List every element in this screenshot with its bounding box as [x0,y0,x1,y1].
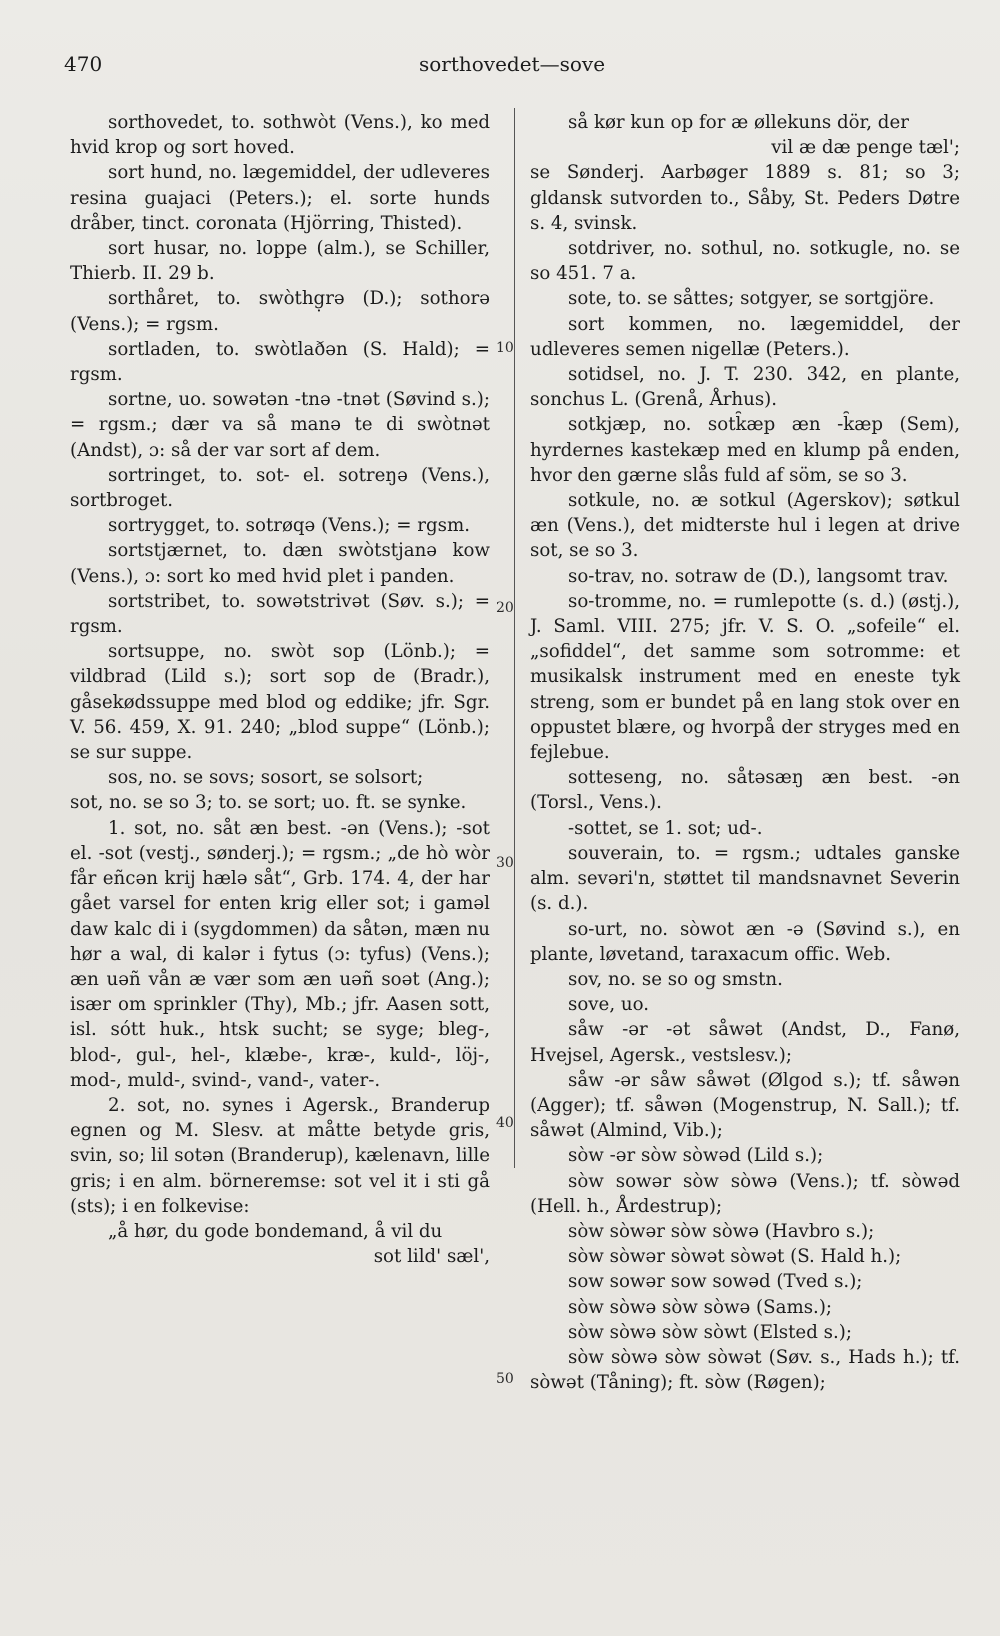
dictionary-entry: sov, no. se so og smstn. [568,968,783,990]
dictionary-entry: sotdriver, no. sothul, no. sotkugle, no. se so 451. 7 a. [530,238,960,285]
line-number: 50 [496,1371,514,1387]
dictionary-entry: sòw sòwər sòw sòwə (Havbro s.); [568,1220,875,1242]
dictionary-entry: såw -ər såw såwət (Ølgod s.); tf. såwən (Agger); tf. såwən (Mogenstrup, N. Sall.); tf. såwət (Almind, Vib.); [530,1069,960,1142]
dictionary-entry: sorthåret, to. swòthg̣rə (D.); sothorə (Vens.); = rgsm. [70,288,490,335]
dictionary-entry: sortrygget, to. sotrøqə (Vens.); = rgsm. [108,515,470,537]
dictionary-entry: sotidsel, no. J. T. 230. 342, en plante, sonchus L. (Grenå, Århus). [530,364,960,411]
line-number: 40 [496,1115,514,1131]
right-column [530,110,960,1395]
dictionary-entry: sòw sowər sòw sòwə (Vens.); tf. sòwəd (Hell. h., Årdestrup); [530,1170,960,1217]
line-number: 20 [496,600,514,616]
dictionary-entry: sortringet, to. sot- el. sotreŋə (Vens.), sortbroget. [70,464,490,512]
dictionary-entry: so-trav, no. sotraw de (D.), langsomt trav. [568,565,949,587]
dictionary-entry: sort hund, no. lægemiddel, der udleveres resina guajaci (Peters.); el. sorte hunds dråber, tinct. coronata (Hjörring, Thisted). [70,162,490,234]
dictionary-entry: sotkjæp, no. sotk̑æp æn -k̑æp (Sem), hyrdernes kastekæp med en klump på enden, hvor den gærne slås fuld af söm, se so 3. [530,414,960,486]
dictionary-entry: sòw -ər sòw sòwəd (Lild s.); [568,1145,824,1167]
dictionary-entry: -sottet, se 1. sot; ud-. [568,817,763,839]
dictionary-entry: sotkule, no. æ sotkul (Agerskov); søtkul æn (Vens.), det midterste hul i legen at drive sot, se so 3. [530,490,960,562]
dictionary-entry: sòw sòwə sòw sòwt (Elsted s.); [568,1321,852,1343]
dictionary-entry: sòw sòwə sòw sòwə (Sams.); [568,1296,833,1318]
dictionary-entry: se Sønderj. Aarbøger 1889 s. 81; so 3; gldansk sutvorden to., Såby, St. Peders Døtre s. 4, svinsk. [530,162,960,234]
dictionary-entry: 2. sot, no. synes i Agersk., Branderup egnen og M. Slesv. at måtte betyde gris, svin, so; lil sotən (Branderup), kælenavn, lille gris; i en alm. börneremse: sot vel it i sti gå (sts); i en folkevise: [70,1094,490,1217]
dictionary-entry: so-tromme, no. = rumlepotte (s. d.) (østj.), J. Saml. VIII. 275; jfr. V. S. O. „sofeile“ el. „sofiddel“, det samme som sotromme: et musikalsk instrument med en eneste tyk streng, som er bundet på en lang stok over en oppustet blære, og hvorpå der stryges med en fejlebue. [530,590,960,764]
column-divider [514,108,515,1168]
page-number: 470 [64,52,103,76]
dictionary-entry: 1. sot, no. såt æn best. -ən (Vens.); -sot el. -sot (vestj., sønderj.); = rgsm.; „de hò wòr får eñcən krij hælə såt“, Grb. 174. 4, der har gået varsel for enten krig eller sot; i gaməl daw kalc di i (sygdommen) da såtən, mæn nu hør a wal, di kalər i fytus (ɔ: tyfus) (Vens.); æn uəñ vån æ vær som æn uəñ soət (Ang.); især om sprinkler (Thy), Mb.; jfr. Aasen sott, isl. sótt huk., htsk sucht; se syge; bleg-, blod-, gul-, hel-, klæbe-, kræ-, kuld-, löj-, mod-, muld-, svind-, vand-, vater-. [70,817,490,1091]
dictionary-entry: sortladen, to. swòtlaðən (S. Hald); = rgsm. [70,338,490,386]
dictionary-entry: så kør kun op for æ øllekuns dör, der [568,112,909,133]
line-number: 10 [496,340,514,356]
dictionary-entry: vil æ dæ penge tæl'; [771,137,960,159]
dictionary-entry: sove, uo. [568,994,650,1016]
dictionary-entry: såw -ər -ət såwət (Andst, D., Fanø, Hvejsel, Agersk., vestslesv.); [530,1019,960,1066]
dictionary-entry: sortne, uo. sowətən -tnə -tnət (Søvind s.); = rgsm.; dær va så manə te di swòtnət (Andst), ɔ: så der var sort af dem. [70,389,490,461]
dictionary-entry: sote, to. se såttes; sotgyer, se sortgjöre. [568,288,935,310]
running-head: sorthovedet—sove [418,52,606,76]
dictionary-entry: sort kommen, no. lægemiddel, der udleveres semen nigellæ (Peters.). [530,313,960,360]
dictionary-entry: sow sowər sow sowəd (Tved s.); [568,1271,863,1293]
dictionary-entry: sos, no. se sovs; sosort, se solsort; [108,767,424,789]
dictionary-entry: souverain, to. = rgsm.; udtales ganske alm. sevəri'n, støttet til mandsnavnet Severin (s. d.). [530,842,960,915]
left-column [70,110,490,1269]
dictionary-entry: so-urt, no. sòwot æn -ə (Søvind s.), en plante, løvetand, taraxacum offic. Web. [530,918,960,965]
dictionary-entry: sòw sòwər sòwət sòwət (S. Hald h.); [568,1246,902,1268]
dictionary-entry: „å hør, du gode bondemand, å vil du [108,1220,443,1242]
dictionary-entry: sotteseng, no. såtəsæŋ æn best. -ən (Torsl., Vens.). [530,767,960,814]
dictionary-entry: sot lild' sæl', [373,1246,490,1268]
dictionary-entry: sorthovedet, to. sothwòt (Vens.), ko med hvid krop og sort hoved. [70,112,490,159]
dictionary-entry: sortstjærnet, to. dæn swòtstjanə kow (Vens.), ɔ: sort ko med hvid plet i panden. [70,540,490,587]
dictionary-entry: sortstribet, to. sowətstrivət (Søv. s.); = rgsm. [70,590,490,638]
line-number: 30 [496,855,514,871]
page-header [64,52,960,86]
dictionary-entry: sot, no. se so 3; to. se sort; uo. ft. se synke. [70,792,467,814]
dictionary-entry: sortsuppe, no. swòt sop (Lönb.); = vildbrad (Lild s.); sort sop de (Bradr.), gåsekødssuppe med blod og eddike; jfr. Sgr. V. 56. 459, X. 91. 240; „blod suppe“ (Lönb.); se sur suppe. [70,641,490,764]
dictionary-entry: sòw sòwə sòw sòwət (Søv. s., Hads h.); tf. sòwət (Tåning); ft. sòw (Røgen); [530,1346,960,1394]
dictionary-entry: sort husar, no. loppe (alm.), se Schiller, Thierb. II. 29 b. [70,238,490,285]
